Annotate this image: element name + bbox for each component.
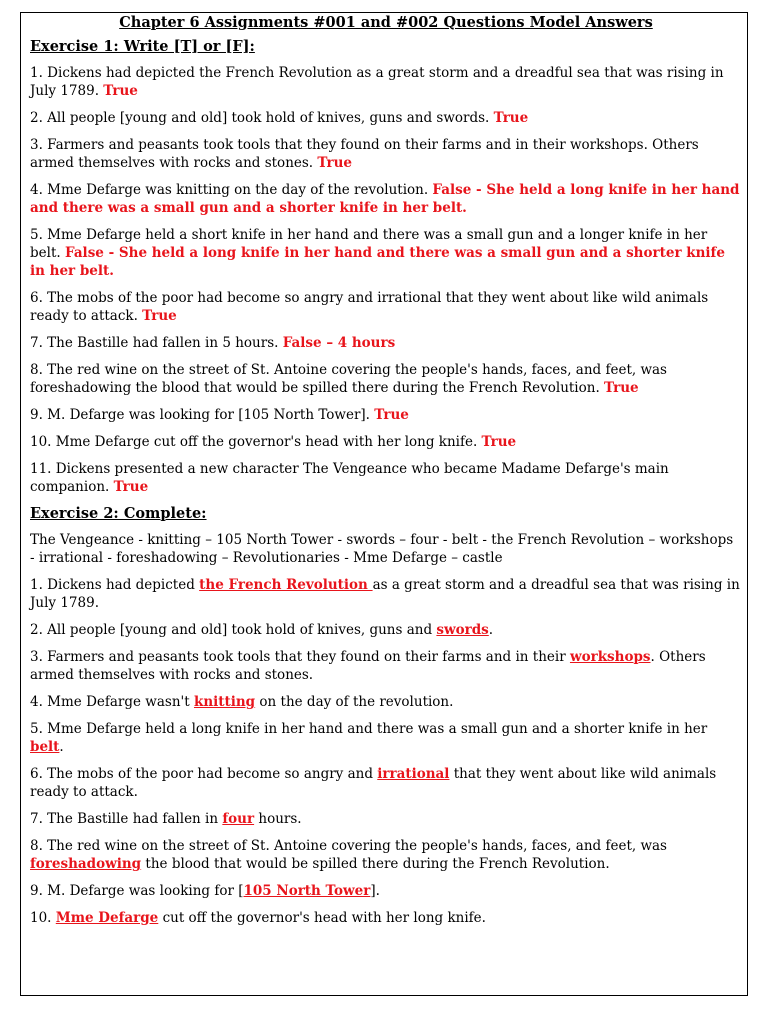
ex2-item xyxy=(30,882,742,900)
ex2-item xyxy=(30,837,742,873)
ex2-before: 3. Farmers and peasants took tools that they found on their farms and in their xyxy=(30,649,570,665)
ex1-answer: True xyxy=(493,110,529,126)
ex1-question: 11. Dickens presented a new character The Vengeance who became Madame Defarge's main companion. xyxy=(30,461,669,495)
ex1-answer: False – 4 hours xyxy=(282,335,396,351)
ex2-after: . xyxy=(488,622,494,638)
ex2-before: 2. All people [young and old] took hold of knives, guns and xyxy=(30,622,437,638)
ex2-before: 4. Mme Defarge wasn't xyxy=(30,694,194,710)
ex2-answer: foreshadowing xyxy=(30,856,142,872)
ex2-item xyxy=(30,621,742,639)
ex2-before: 1. Dickens had depicted xyxy=(30,577,200,593)
ex2-item xyxy=(30,765,742,801)
ex1-question: 5. Mme Defarge held a short knife in her hand and there was a small gun and a longer knife in her belt. xyxy=(30,227,708,261)
ex2-after: on the day of the revolution. xyxy=(255,694,454,710)
ex1-item xyxy=(30,433,742,451)
ex1-question: 6. The mobs of the poor had become so angry and irrational that they went about like wild animals ready to attack. xyxy=(30,290,709,324)
ex2-answer: 105 North Tower xyxy=(243,883,371,899)
ex2-answer: knitting xyxy=(193,694,256,710)
ex1-question: 1. Dickens had depicted the French Revolution as a great storm and a dreadful sea that was rising in July 1789. xyxy=(30,65,724,99)
ex2-after: . Others armed themselves with rocks and stones. xyxy=(30,649,706,683)
ex2-after: hours. xyxy=(254,811,302,827)
ex1-question: 8. The red wine on the street of St. Antoine covering the people's hands, faces, and feet, was foreshadowing the blood that would be spilled there during the French Revolution. xyxy=(30,362,667,396)
ex1-answer: True xyxy=(374,407,409,423)
ex1-item xyxy=(30,289,742,325)
ex2-after: ]. xyxy=(370,883,380,899)
ex2-after: as a great storm and a dreadful sea that was rising in July 1789. xyxy=(30,577,740,611)
ex1-item xyxy=(30,136,742,172)
ex2-item xyxy=(30,909,742,927)
ex1-answer: True xyxy=(604,380,639,396)
ex2-answer: the French Revolution xyxy=(199,577,373,593)
ex2-after: . xyxy=(59,739,64,755)
ex2-after: cut off the governor's head with her long knife. xyxy=(158,910,486,926)
ex1-item xyxy=(30,334,742,352)
ex1-item xyxy=(30,109,742,127)
ex2-before: 10. xyxy=(30,910,56,926)
ex1-answer: False - She held a long knife in her hand and there was a small gun and a shorter knife in her belt. xyxy=(30,182,740,216)
ex1-question: 7. The Bastille had fallen in 5 hours. xyxy=(30,335,283,351)
ex1-answer: True xyxy=(142,308,177,324)
ex1-answer: False - She held a long knife in her hand and there was a small gun and a shorter knife in her belt. xyxy=(30,245,725,279)
ex2-answer: Mme Defarge xyxy=(55,910,159,926)
ex1-item xyxy=(30,361,742,397)
ex2-after: that they went about like wild animals ready to attack. xyxy=(30,766,717,800)
ex1-question: 9. M. Defarge was looking for [105 North Tower]. xyxy=(30,407,375,423)
document-title: Chapter 6 Assignments #001 and #002 Questions Model Answers xyxy=(119,14,653,31)
ex1-answer: True xyxy=(481,434,517,450)
ex2-item xyxy=(30,648,742,684)
ex1-item xyxy=(30,226,742,280)
ex1-answer: True xyxy=(317,155,352,171)
ex2-after: the blood that would be spilled there during the French Revolution. xyxy=(141,856,610,872)
ex2-answer: four xyxy=(222,811,255,827)
ex1-question: 10. Mme Defarge cut off the governor's head with her long knife. xyxy=(30,434,482,450)
ex2-before: 5. Mme Defarge held a long knife in her hand and there was a small gun and a shorter knife in her xyxy=(30,721,708,737)
ex2-before: 8. The red wine on the street of St. Antoine covering the people's hands, faces, and feet, was xyxy=(30,838,667,854)
ex1-item xyxy=(30,406,742,424)
ex1-question: 3. Farmers and peasants took tools that they found on their farms and in their workshops. Others armed themselves with rocks and stones. xyxy=(30,137,699,171)
ex1-answer: True xyxy=(113,479,149,495)
ex2-answer: irrational xyxy=(377,766,450,782)
ex2-item xyxy=(30,810,742,828)
ex2-before: 7. The Bastille had fallen in xyxy=(30,811,223,827)
ex2-item xyxy=(30,720,742,756)
ex1-item xyxy=(30,181,742,217)
ex1-question: 2. All people [young and old] took hold of knives, guns and swords. xyxy=(30,110,494,126)
exercise1-heading: Exercise 1: Write [T] or [F]: xyxy=(30,38,255,55)
ex2-answer: swords xyxy=(436,622,489,638)
ex2-item xyxy=(30,693,742,711)
document-body xyxy=(30,14,742,936)
ex2-answer: belt xyxy=(30,739,60,755)
ex2-item xyxy=(30,576,742,612)
word-bank: The Vengeance - knitting – 105 North Tower - swords – four - belt - the French Revolution – workshops - irrational - foreshadowing – Revolutionaries - Mme Defarge – castle xyxy=(30,532,734,566)
ex1-item xyxy=(30,460,742,496)
ex2-before: 6. The mobs of the poor had become so angry and xyxy=(30,766,378,782)
ex1-question: 4. Mme Defarge was knitting on the day of the revolution. xyxy=(30,182,433,198)
ex2-before: 9. M. Defarge was looking for [ xyxy=(30,883,244,899)
exercise2-heading: Exercise 2: Complete: xyxy=(30,505,207,522)
ex2-answer: workshops xyxy=(569,649,651,665)
ex1-answer: True xyxy=(103,83,138,99)
ex1-item xyxy=(30,64,742,100)
